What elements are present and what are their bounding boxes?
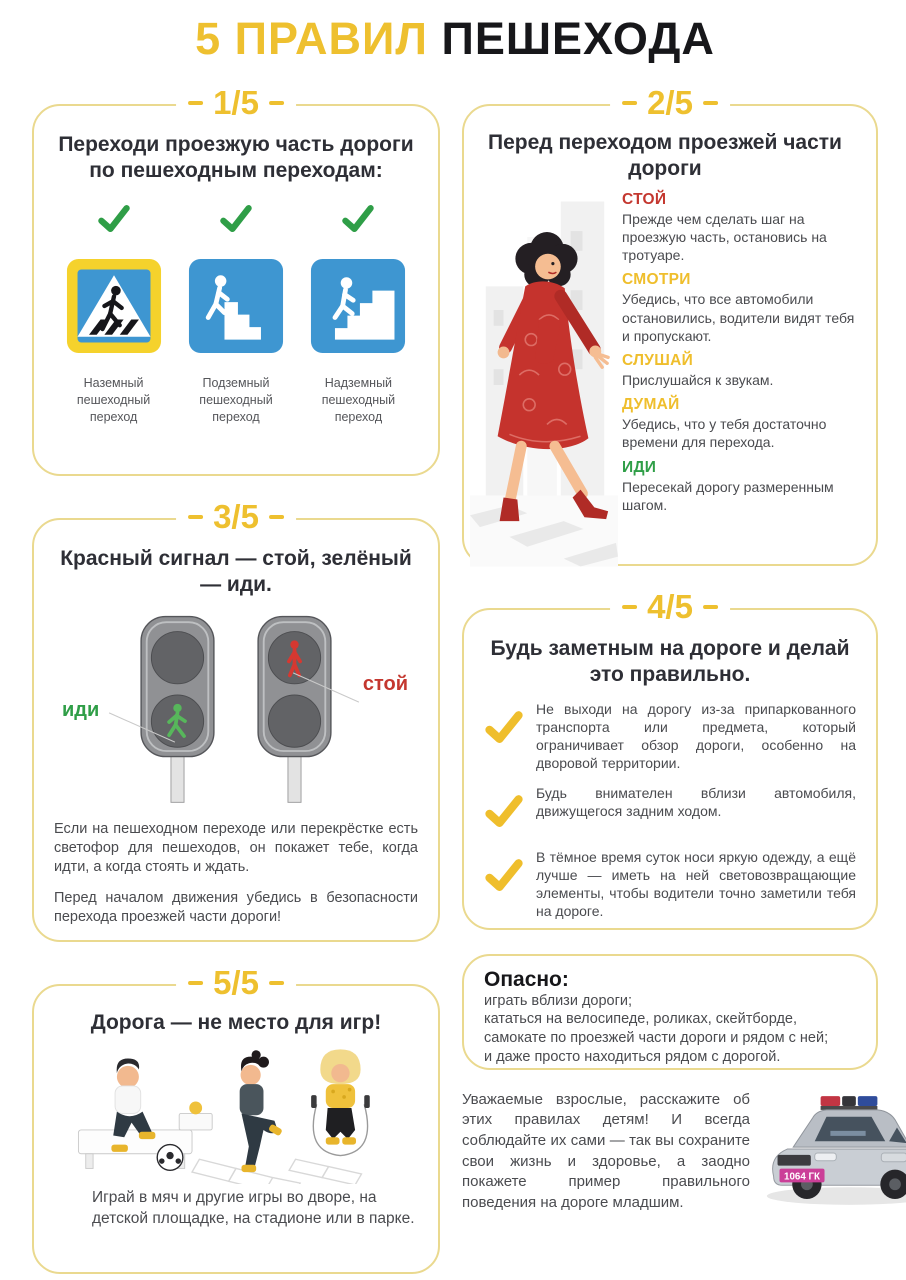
step-title: ИДИ [622, 458, 657, 476]
right-column [462, 83, 878, 1274]
sign-caption: Надземный пешеходный переход [321, 375, 396, 424]
green-check-icon [340, 201, 376, 242]
traffic-light-green-icon [126, 611, 229, 809]
yellow-check-icon [484, 792, 524, 837]
card-4-number: 4/5 [610, 584, 730, 630]
overpass-sign-icon [310, 258, 406, 359]
item-text: Не выходи на дорогу из-за припаркованного транспорта или предмета, который ограничивает обзор дороги, особенно на дворовой территории. [536, 700, 856, 772]
sign-ground-crossing [56, 201, 171, 426]
footer [462, 1082, 878, 1225]
card-5-heading: Дорога — не место для игр! [90, 1010, 382, 1034]
steps-list [618, 189, 860, 580]
visibility-item [484, 784, 856, 837]
step-text: Убедись, что у тебя достаточно времени для перехода. [622, 416, 827, 451]
sign-underpass [178, 201, 293, 426]
card-2-number: 2/5 [610, 80, 730, 126]
danger-line: и даже просто находиться рядом с дорогой. [484, 1049, 781, 1066]
yellow-check-icon [484, 708, 524, 753]
step-go [622, 459, 860, 514]
sign-caption: Подземный пешеходный переход [199, 375, 273, 424]
license-plate: 1064 ГК [784, 1170, 820, 1182]
signs-row [52, 201, 420, 426]
police-car-illustration [756, 1082, 906, 1225]
columns [32, 83, 878, 1274]
visibility-item [484, 848, 856, 921]
card-rule-4 [462, 587, 878, 930]
step-title: СЛУШАЙ [622, 351, 694, 369]
card-3-number: 3/5 [176, 494, 296, 540]
danger-heading: Опасно: [484, 967, 569, 991]
step-title: СТОЙ [622, 190, 667, 208]
kids-playing-illustration [52, 1042, 420, 1184]
card-5-text: Играй в мяч и другие игры во дворе, на детской площадке, на стадионе или в парке. [92, 1189, 415, 1227]
card-1-number: 1/5 [176, 80, 296, 126]
step-text: Прислушайся к звукам. [622, 371, 774, 388]
title-accent: 5 ПРАВИЛ [195, 13, 428, 64]
card-3-heading: Красный сигнал — стой, зелёный — иди. [60, 546, 412, 597]
danger-line: кататься на велосипеде, роликах, скейтборде, самокате по проезжей части дороги и рядом с ней; [484, 1011, 829, 1047]
green-check-icon [218, 201, 254, 242]
sign-caption: Наземный пешеходный переход [76, 375, 151, 424]
step-think [622, 396, 860, 451]
step-title: СМОТРИ [622, 271, 691, 289]
card-3-paragraph-1: Если на пешеходном переходе или перекрёстке есть светофор для пешеходов, он покажет тебе, когда идти, а когда стоять и ждать. [54, 820, 418, 876]
yellow-check-icon [484, 856, 524, 901]
step-title: ДУМАЙ [622, 396, 680, 414]
item-text: Будь внимателен вблизи автомобиля, движущегося задним ходом. [536, 784, 856, 819]
card-3-paragraph-2: Перед началом движения убедись в безопасности перехода проезжей части дороги! [54, 889, 418, 925]
underpass-sign-icon [188, 258, 284, 359]
go-label: иди [62, 698, 100, 721]
green-check-icon [96, 201, 132, 242]
card-2-body [470, 189, 860, 580]
step-text: Убедись, что все автомобили остановились, водители видят тебя и пропускают. [622, 291, 855, 344]
traffic-lights [54, 611, 418, 809]
left-column [32, 83, 440, 1274]
item-text: В тёмное время суток носи яркую одежду, а ещё лучше — иметь на ней световозвращающие элементы, чтобы водители точно заметили тебя на дороге. [536, 848, 856, 920]
danger-line: играть вблизи дороги; [484, 992, 633, 1009]
step-text: Прежде чем сделать шаг на проезжую часть, остановись на тротуаре. [622, 210, 827, 264]
card-4-heading: Будь заметным на дороге и делай это правильно. [490, 636, 850, 687]
card-rule-5 [32, 963, 440, 1274]
footer-text: Уважаемые взрослые, расскажите об этих правилах детям! И всегда соблюдайте их сами — так вы сохраните свои жизнь и здоровье, а заодно покажете пример правильного поведения на дороге младшим. [462, 1090, 750, 1211]
page-title [32, 14, 878, 64]
crosswalk-sign-icon [66, 258, 162, 359]
step-text: Пересекай дорогу размеренным шагом. [622, 478, 834, 513]
step-listen [622, 352, 860, 389]
woman-crossing-illustration [470, 193, 618, 580]
danger-card [462, 954, 878, 1070]
card-rule-1 [32, 83, 440, 476]
step-stop [622, 191, 860, 265]
traffic-light-red-icon [243, 611, 346, 809]
visibility-item [484, 700, 856, 773]
title-rest: ПЕШЕХОДА [441, 13, 715, 64]
card-rule-3 [32, 497, 440, 942]
card-1-heading: Переходи проезжую часть дороги по пешеходным переходам: [58, 132, 414, 183]
card-rule-2 [462, 83, 878, 566]
stop-label: стой [362, 672, 408, 695]
sign-overpass [301, 201, 416, 426]
card-2-heading: Перед переходом проезжей части дороги [488, 130, 842, 181]
card-5-number: 5/5 [176, 960, 296, 1006]
step-look [622, 271, 860, 345]
